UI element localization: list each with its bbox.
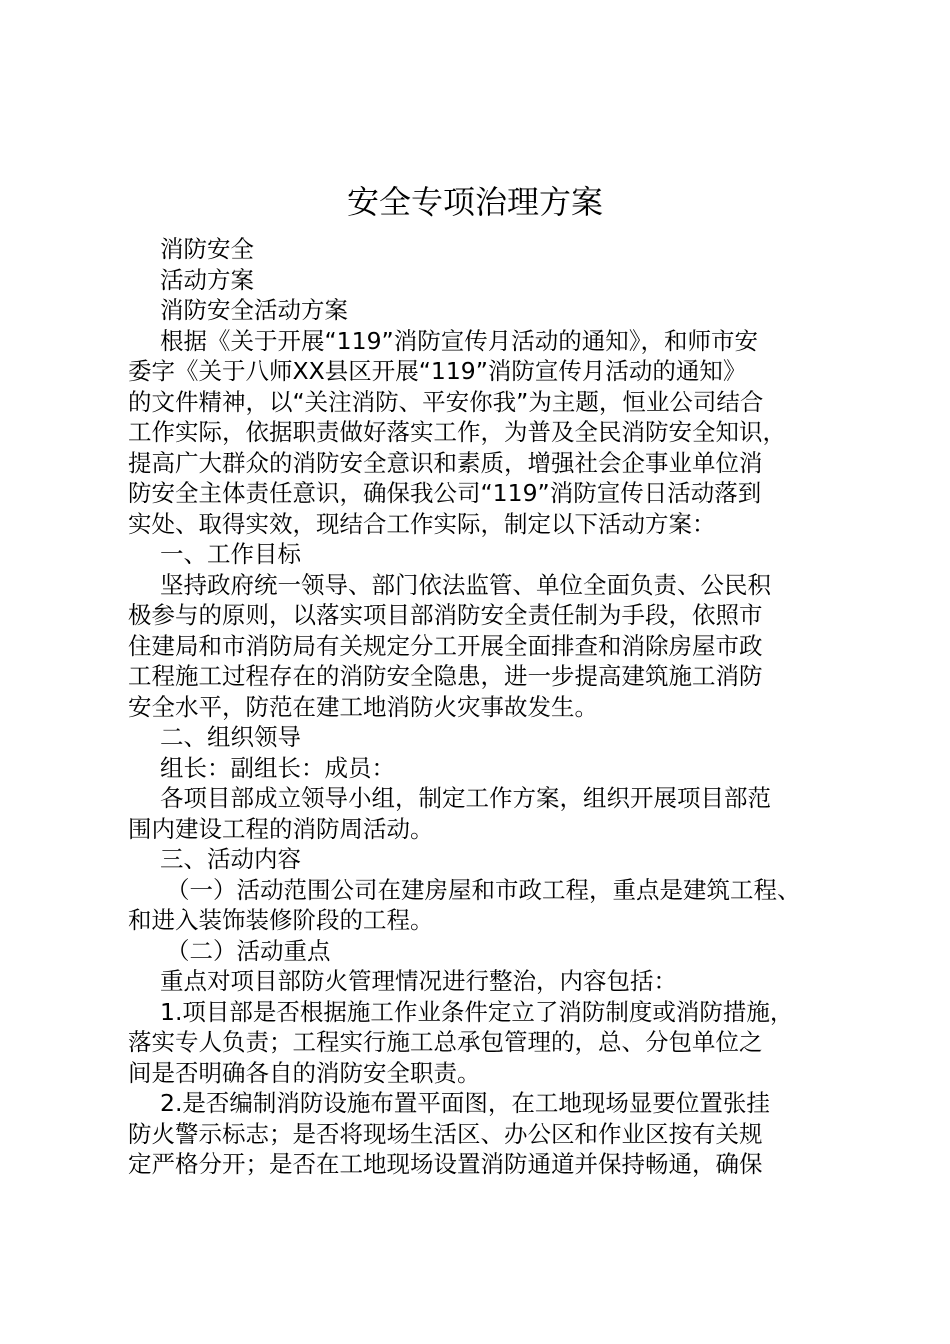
paragraph-line: 极参与的原则，以落实项目部消防安全责任制为手段，依照市: [128, 601, 763, 629]
section-heading: 一、工作目标: [160, 540, 301, 568]
paragraph-line: 防火警示标志；是否将现场生活区、办公区和作业区按有关规: [128, 1119, 763, 1148]
paragraph-line: 安全水平，防范在建工地消防火灾事故发生。: [128, 692, 598, 721]
paragraph-line: 消防安全活动方案: [160, 296, 348, 324]
paragraph-line: 坚持政府统一领导、部门依法监管、单位全面负责、公民积: [160, 570, 771, 599]
paragraph-line: 消防安全: [160, 235, 254, 263]
paragraph-line: 提高广大群众的消防安全意识和素质，增强社会企事业单位消: [128, 448, 763, 477]
paragraph-line: 定严格分开；是否在工地现场设置消防通道并保持畅通，确保: [128, 1150, 763, 1178]
section-heading: 三、活动内容: [160, 845, 301, 873]
section-heading: 二、组织领导: [160, 723, 301, 751]
document-body: [128, 234, 848, 1180]
paragraph-line: 重点对项目部防火管理情况进行整治，内容包括：: [160, 967, 677, 995]
paragraph-line: 活动方案: [160, 265, 254, 294]
paragraph-line: 实处、取得实效，现结合工作实际，制定以下活动方案：: [128, 509, 716, 538]
paragraph-line: 的文件精神，以“关注消防、平安你我”为主题，恒业公司结合: [128, 387, 764, 416]
paragraph-line: 和进入装饰装修阶段的工程。: [128, 906, 434, 934]
paragraph-line: 组长：副组长：成员：: [160, 753, 395, 782]
paragraph-line: 2.是否编制消防设施布置平面图，在工地现场显要位置张挂: [160, 1089, 770, 1117]
paragraph-line: 落实专人负责；工程实行施工总承包管理的，总、分包单位之: [128, 1028, 763, 1056]
document-title: 安全专项治理方案: [346, 183, 603, 221]
paragraph-line: 工作实际，依据职责做好落实工作，为普及全民消防安全知识，: [128, 418, 786, 446]
paragraph-line: 1.项目部是否根据施工作业条件定立了消防制度或消防措施，: [160, 997, 794, 1026]
paragraph-line: 各项目部成立领导小组，制定工作方案，组织开展项目部范: [160, 784, 771, 812]
paragraph-line: 委字《关于八师XX县区开展“119”消防宣传月活动的通知》: [128, 357, 747, 385]
paragraph-line: 工程施工过程存在的消防安全隐患，进一步提高建筑施工消防: [128, 662, 763, 690]
paragraph-line: 间是否明确各自的消防安全职责。: [128, 1058, 481, 1087]
paragraph-line: 防安全主体责任意识，确保我公司“119”消防宣传日活动落到: [128, 479, 762, 507]
paragraph-line: 住建局和市消防局有关规定分工开展全面排查和消除房屋市政: [128, 631, 763, 660]
paragraph-line: （一）活动范围公司在建房屋和市政工程，重点是建筑工程、: [166, 875, 801, 904]
subsection-heading: （二）活动重点: [166, 936, 331, 965]
paragraph-line: 根据《关于开展“119”消防宣传月活动的通知》，和师市安: [160, 326, 758, 355]
paragraph-line: 围内建设工程的消防周活动。: [128, 814, 434, 843]
